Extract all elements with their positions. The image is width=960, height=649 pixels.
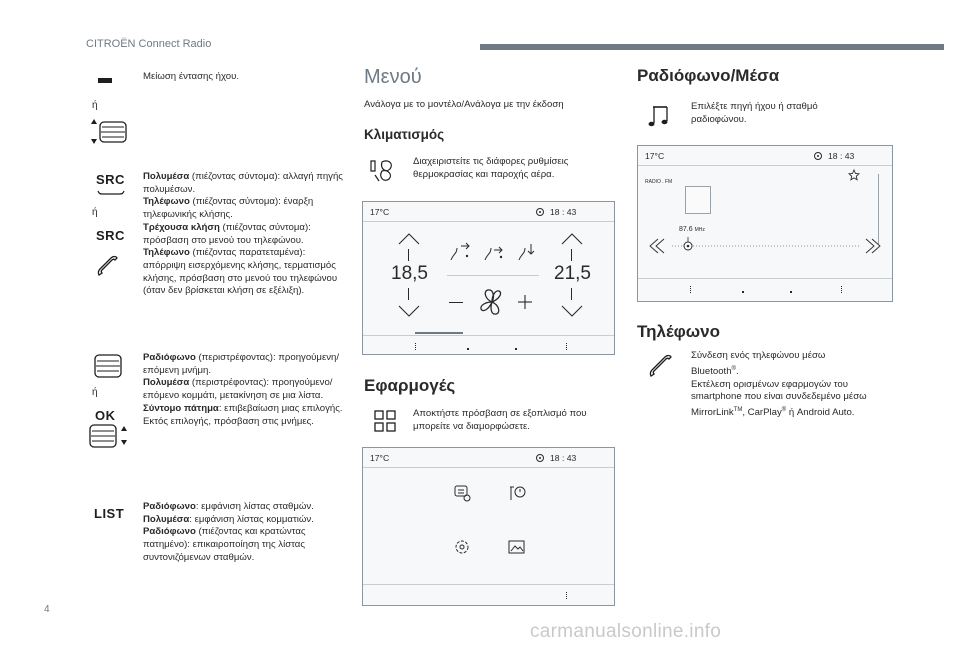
list-item-3: Ραδιόφωνο (πιέζοντας και κρατώντας πατημένο): επικαιροποίηση της λίστας συντονιζόμενων σταθμών.: [143, 526, 306, 563]
menu-dots-icon[interactable]: [841, 286, 844, 293]
apps-screen: [362, 447, 615, 606]
left-temperature: 18,5: [391, 263, 428, 284]
volume-down-icon: [96, 74, 122, 86]
wheel-description: [143, 352, 343, 428]
src-item-2: Τηλέφωνο (πιέζοντας σύντομα): έναρξη τηλεφωνικής κλήσης.: [143, 196, 314, 221]
phone-title: Τηλέφωνο: [637, 322, 720, 341]
gps-icon: [535, 207, 545, 217]
or-label: ή: [92, 387, 98, 398]
air-distribution-icon[interactable]: [447, 242, 471, 262]
climate-text: Διαχειριστείτε τις διάφορες ρυθμίσεις θερμοκρασίας και παροχής αέρα.: [413, 156, 569, 180]
left-temp-down-icon[interactable]: [397, 304, 421, 318]
src-description: [143, 171, 343, 298]
apps-text: Αποκτήστε πρόσβαση σε εξοπλισμό που μπορείτε να διαμορφώσετε.: [413, 408, 587, 432]
menu-dots-icon[interactable]: [690, 286, 693, 293]
menu-dots-icon[interactable]: [566, 592, 569, 599]
src-item-4: Τηλέφωνο (πιέζοντας παρατεταμένα): απόρριψη εισερχόμενης κλήσης, τερματισμός κλήσης, πρόσβαση στο μενού του τηλεφώνου (όταν δεν βρίσκεται κλήση σε εξέλιξη).: [143, 247, 338, 297]
phone-text: [691, 350, 891, 420]
status-divider: [638, 165, 892, 166]
page-indicator: [415, 332, 463, 334]
phone-line-2: Bluetooth®.: [691, 365, 739, 377]
bottom-divider: [638, 278, 892, 279]
divider: [408, 249, 409, 261]
or-label: ή: [92, 207, 98, 218]
air-distribution-icon[interactable]: [481, 242, 505, 262]
album-art-placeholder: [685, 186, 711, 214]
phone-handset-icon: [647, 352, 675, 380]
menu-title: Μενού: [364, 66, 422, 88]
climate-fan-icon: [368, 157, 400, 185]
phone-handset-icon: [95, 253, 121, 279]
clock: 18 : 43: [550, 207, 577, 217]
climate-heading: Κλιματισμός: [364, 127, 445, 142]
outside-temp: 17°C: [370, 453, 390, 463]
dot-icon: [467, 348, 469, 350]
src-underline-icon: [96, 189, 126, 197]
list-description: [143, 501, 348, 565]
divider: [447, 275, 539, 276]
dot-icon: [515, 348, 517, 350]
right-temp-up-icon[interactable]: [560, 232, 584, 246]
apps-heading: Εφαρμογές: [364, 376, 456, 395]
phone-line-4: MirrorLink™, CarPlay® ή Android Auto.: [691, 407, 855, 419]
list-key-label: LIST: [94, 506, 125, 521]
clock: 18 : 43: [828, 151, 855, 161]
app-fuel-icon[interactable]: [507, 483, 527, 503]
src-key-label: SRC: [96, 172, 125, 187]
favorite-star-icon[interactable]: [848, 169, 860, 181]
dot-icon: [790, 291, 792, 293]
gps-icon: [813, 151, 823, 161]
app-settings-icon[interactable]: [452, 537, 472, 557]
page-number: 4: [44, 604, 50, 615]
or-label: ή: [92, 100, 98, 111]
scroll-wheel-icon: [93, 352, 125, 380]
frequency-tuner[interactable]: [648, 235, 884, 259]
radio-band-label: RADIO . FM: [645, 179, 673, 185]
wheel-item-2: Πολυμέσα (περιστρέφοντας): προηγούμενο/επόμενο κομμάτι, μετακίνηση σε μια λίστα.: [143, 377, 333, 402]
apps-grid-icon: [374, 410, 396, 432]
air-distribution-icon[interactable]: [515, 242, 539, 262]
radio-media-title: Ραδιόφωνο/Μέσα: [637, 66, 780, 85]
divider: [571, 249, 572, 261]
list-item-2: Πολυμέσα: εμφάνιση λίστας κομματιών.: [143, 513, 314, 525]
divider: [408, 288, 409, 300]
menu-subtitle: Ανάλογα με το μοντέλο/Ανάλογα με την έκδοση: [364, 99, 564, 110]
divider: [571, 288, 572, 300]
src-key-label: SRC: [96, 228, 125, 243]
wheel-item-3: Σύντομο πάτημα: επιβεβαίωση μιας επιλογής. Εκτός επιλογής, πρόσβαση στις μνήμες.: [143, 402, 343, 427]
menu-dots-icon[interactable]: [566, 343, 569, 350]
header-bar: [480, 44, 944, 50]
wheel-item-1: Ραδιόφωνο (περιστρέφοντας): προηγούμενη/επόμενη μνήμη.: [143, 352, 340, 376]
clock: 18 : 43: [550, 453, 577, 463]
dot-icon: [742, 291, 744, 293]
app-connected-services-icon[interactable]: [452, 483, 472, 503]
outside-temp: 17°C: [370, 207, 390, 217]
music-note-icon: [647, 103, 673, 129]
bottom-divider: [363, 335, 614, 336]
scrollbar[interactable]: [878, 174, 879, 244]
fan-plus-icon[interactable]: [517, 294, 533, 310]
status-divider: [363, 221, 614, 222]
left-temp-up-icon[interactable]: [397, 232, 421, 246]
ok-wheel-icon: [88, 422, 132, 450]
fan-icon: [477, 287, 507, 317]
radio-screen: [637, 145, 893, 302]
radio-frequency: 87.6 MHz: [679, 226, 705, 233]
menu-dots-icon[interactable]: [415, 343, 418, 350]
right-temperature: 21,5: [554, 263, 591, 284]
app-gallery-icon[interactable]: [507, 537, 527, 557]
phone-line-1: Σύνδεση ενός τηλεφώνου μέσω: [691, 350, 826, 361]
gps-icon: [535, 453, 545, 463]
list-item-1: Ραδιόφωνο: εμφάνιση λίστας σταθμών.: [143, 501, 314, 512]
right-temp-down-icon[interactable]: [560, 304, 584, 318]
volume-down-text: Μείωση έντασης ήχου.: [143, 71, 239, 82]
volume-wheel-icon: [88, 118, 130, 146]
watermark: carmanualsonline.info: [530, 621, 722, 642]
phone-line-3: Εκτέλεση ορισμένων εφαρμογών του smartphone που είναι συνδεδεμένο μέσω: [691, 378, 867, 403]
outside-temp: 17°C: [645, 151, 665, 161]
src-item-3: Τρέχουσα κλήση (πιέζοντας σύντομα): πρόσβαση στο μενού του τηλεφώνου.: [143, 221, 311, 246]
ok-key-label: OK: [95, 408, 116, 423]
climate-screen: [362, 201, 615, 355]
status-divider: [363, 467, 614, 468]
bottom-divider: [363, 584, 614, 585]
fan-minus-icon[interactable]: [449, 302, 463, 303]
src-item-1: Πολυμέσα (πιέζοντας σύντομα): αλλαγή πηγής πολυμέσων.: [143, 171, 343, 195]
radio-text: Επιλέξτε πηγή ήχου ή σταθμό ραδιοφώνου.: [691, 101, 818, 125]
manual-header-title: CITROËN Connect Radio: [86, 38, 212, 50]
